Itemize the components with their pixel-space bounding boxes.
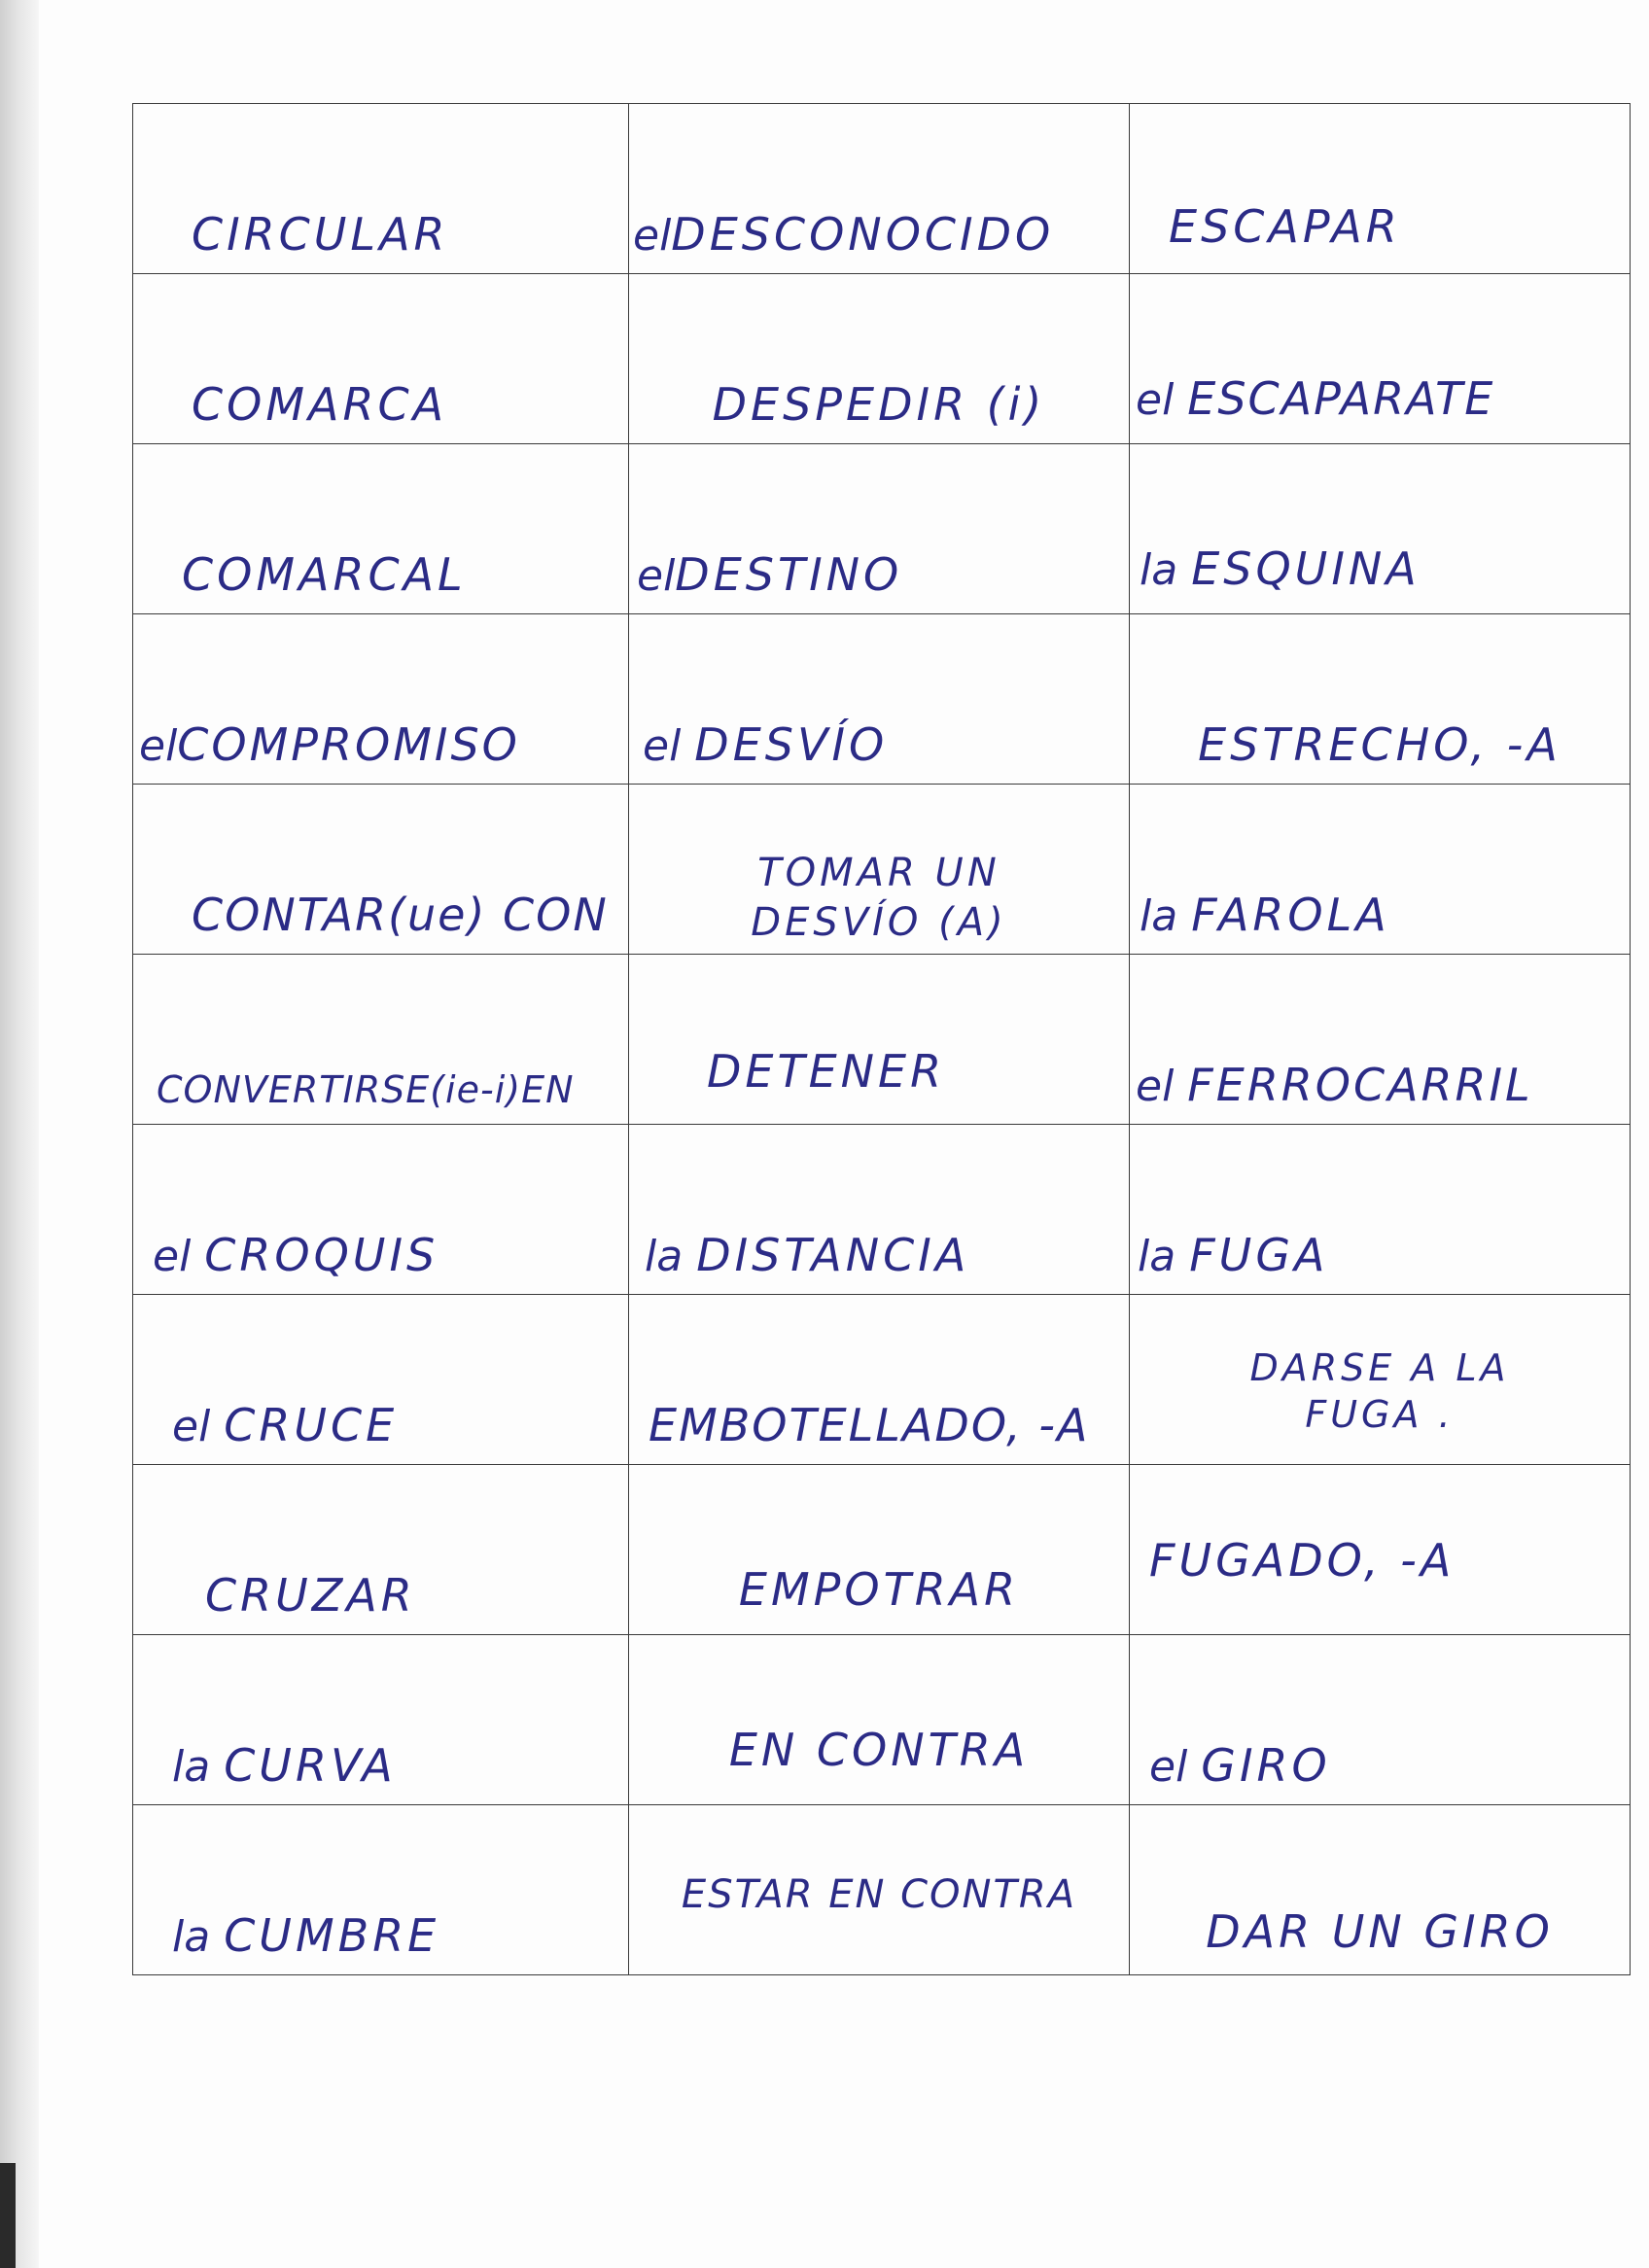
vocab-cell <box>133 614 629 785</box>
vocab-cell <box>1130 1125 1631 1295</box>
vocab-word: ESCAPARATE <box>1187 371 1495 425</box>
article: el <box>1136 374 1175 425</box>
vocab-cell <box>629 785 1130 955</box>
vocab-word: DESPEDIR (i) <box>712 378 1046 432</box>
article: la <box>1140 890 1178 941</box>
vocab-cell <box>629 1295 1130 1465</box>
table-row <box>133 1295 1631 1465</box>
vocab-word: DESCONOCIDO <box>671 207 1055 261</box>
vocab-word: DISTANCIA <box>696 1228 970 1281</box>
vocab-word: CUMBRE <box>224 1908 440 1962</box>
table-row <box>133 274 1631 444</box>
vocab-word: CRUCE <box>224 1398 399 1451</box>
vocab-word: CROQUIS <box>204 1228 439 1281</box>
table-row <box>133 785 1631 955</box>
vocab-cell <box>1130 1465 1631 1635</box>
scanner-shadow <box>0 2163 16 2268</box>
vocab-cell <box>133 1635 629 1805</box>
vocab-cell <box>629 104 1130 274</box>
vocab-word: ESCAPAR <box>1169 200 1401 254</box>
vocab-cell <box>1130 104 1631 274</box>
article: la <box>1140 544 1178 595</box>
vocab-word: GIRO <box>1201 1738 1331 1792</box>
article: el <box>1136 1061 1175 1111</box>
vocab-cell <box>133 785 629 955</box>
vocab-cell <box>1130 1805 1631 1975</box>
vocab-cell <box>133 274 629 444</box>
vocab-word: COMARCAL <box>182 548 467 602</box>
article: la <box>172 1911 211 1962</box>
article: el <box>633 210 672 261</box>
vocab-cell <box>629 1125 1130 1295</box>
vocab-cell <box>133 1295 629 1465</box>
table-row <box>133 1125 1631 1295</box>
table-row <box>133 1805 1631 1975</box>
vocab-word: DAR UN GIRO <box>1206 1905 1554 1959</box>
article: la <box>172 1741 211 1792</box>
vocab-cell <box>629 955 1130 1125</box>
table-row <box>133 614 1631 785</box>
vocab-word: ESTAR EN CONTRA <box>681 1871 1077 1917</box>
vocab-cell <box>1130 1635 1631 1805</box>
vocab-cell <box>133 1125 629 1295</box>
vocab-word: CONVERTIRSE(ie-i)EN <box>157 1068 575 1112</box>
vocab-word: DESVÍO <box>694 717 889 771</box>
vocab-word: FAROLA <box>1191 888 1390 941</box>
vocab-word: DARSE A LA FUGA . <box>1249 1345 1510 1437</box>
vocab-cell <box>629 1465 1130 1635</box>
vocab-word: COMARCA <box>192 378 448 432</box>
vocab-word: EMBOTELLADO, -A <box>649 1399 1090 1452</box>
vocab-word: CONTAR(ue) CON <box>192 889 609 942</box>
vocab-word: FERROCARRIL <box>1187 1058 1533 1111</box>
vocab-word: TOMAR UN DESVÍO (A) <box>751 850 1007 945</box>
vocab-word: EN CONTRA <box>728 1724 1030 1777</box>
article: la <box>645 1231 684 1281</box>
vocabulary-table <box>132 103 1631 1975</box>
table-row <box>133 104 1631 274</box>
vocab-cell <box>133 1805 629 1975</box>
vocab-cell <box>629 274 1130 444</box>
vocab-cell <box>1130 955 1631 1125</box>
vocab-cell <box>629 1635 1130 1805</box>
article: el <box>643 720 682 771</box>
table-row <box>133 444 1631 614</box>
paper-sheet <box>39 0 1649 2268</box>
vocab-word: DESTINO <box>675 547 903 601</box>
article: el <box>172 1401 211 1451</box>
table-row <box>133 955 1631 1125</box>
vocab-cell <box>1130 274 1631 444</box>
vocab-cell <box>1130 614 1631 785</box>
vocab-word: ESTRECHO, -A <box>1198 718 1561 772</box>
vocab-cell <box>1130 785 1631 955</box>
vocab-word: FUGA <box>1189 1228 1329 1281</box>
vocab-word: CRUZAR <box>205 1569 416 1622</box>
vocab-cell <box>133 955 629 1125</box>
article: el <box>637 550 676 601</box>
vocab-cell <box>629 444 1130 614</box>
vocab-word: ESQUINA <box>1191 541 1421 595</box>
vocab-word: DETENER <box>707 1045 946 1099</box>
article: el <box>1149 1741 1188 1792</box>
vocab-word: CIRCULAR <box>192 208 449 262</box>
vocab-word: COMPROMISO <box>177 717 520 771</box>
vocab-cell <box>629 1805 1130 1975</box>
vocab-cell <box>1130 1295 1631 1465</box>
vocab-word: CURVA <box>224 1738 397 1792</box>
article: el <box>153 1231 192 1281</box>
vocab-cell <box>1130 444 1631 614</box>
table-row <box>133 1635 1631 1805</box>
scanner-edge <box>0 0 39 2268</box>
table-row <box>133 1465 1631 1635</box>
vocab-cell <box>133 104 629 274</box>
vocab-cell <box>133 1465 629 1635</box>
vocab-word: EMPOTRAR <box>738 1563 1020 1617</box>
vocab-word: FUGADO, -A <box>1149 1534 1456 1588</box>
article: la <box>1138 1231 1176 1281</box>
vocab-cell <box>133 444 629 614</box>
article: el <box>139 720 178 771</box>
vocab-cell <box>629 614 1130 785</box>
